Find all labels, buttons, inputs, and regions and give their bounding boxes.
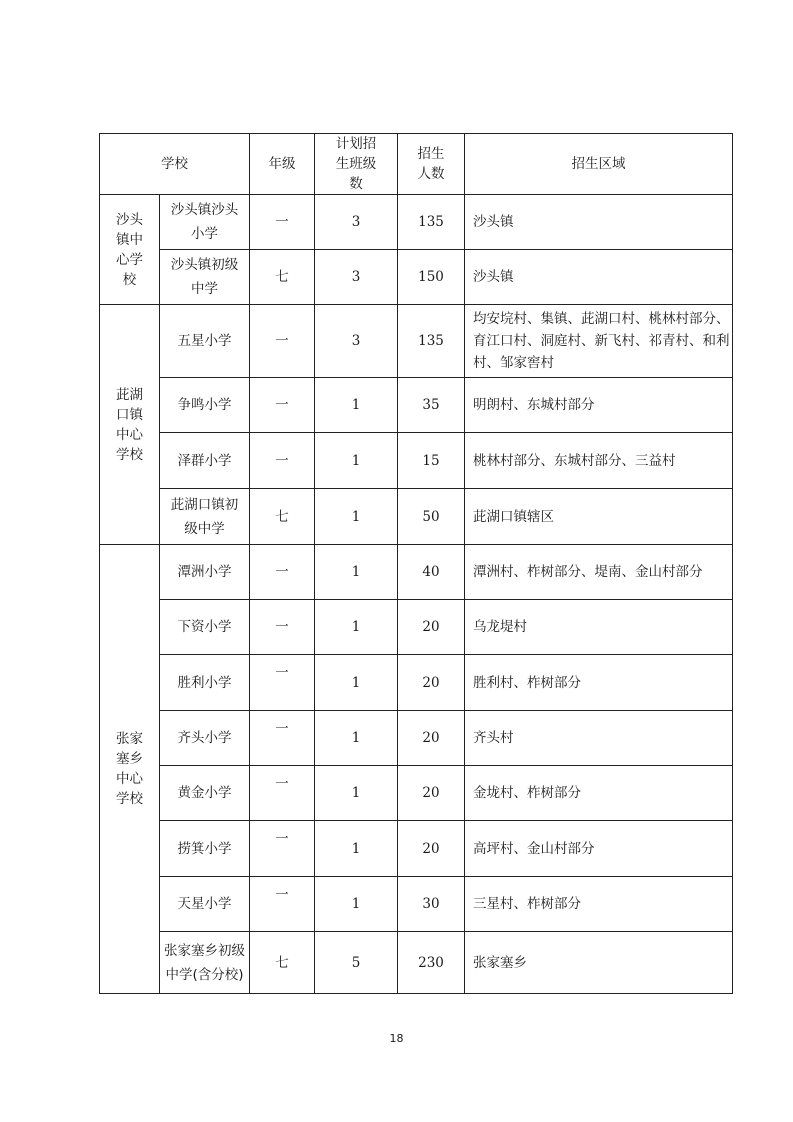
classes-cell: 1 (315, 545, 398, 600)
region-cell: 沙头镇 (465, 195, 733, 250)
students-cell: 20 (398, 655, 465, 711)
grade-cell: 一 (250, 766, 315, 821)
grade-cell: 一 (250, 195, 315, 250)
students-cell: 135 (398, 195, 465, 250)
table-row (100, 932, 733, 994)
school-name: 齐头小学 (160, 711, 250, 766)
grade-cell: 七 (250, 932, 315, 994)
group-name: 茈湖口镇中心学校 (100, 305, 160, 545)
school-name: 五星小学 (160, 305, 250, 378)
grade-cell: 一 (250, 711, 315, 766)
page-number: 18 (389, 1032, 404, 1045)
group-name: 沙头镇中心学校 (100, 195, 160, 305)
school-name: 沙头镇初级中学 (160, 250, 250, 305)
classes-cell: 3 (315, 195, 398, 250)
school-name: 下资小学 (160, 600, 250, 655)
table-row (100, 250, 733, 305)
classes-cell: 3 (315, 250, 398, 305)
region-cell: 明朗村、东城村部分 (465, 378, 733, 433)
students-cell: 20 (398, 766, 465, 821)
grade-cell: 一 (250, 877, 315, 932)
table-row (100, 489, 733, 545)
table-row (100, 711, 733, 766)
school-name: 黄金小学 (160, 766, 250, 821)
classes-cell: 1 (315, 711, 398, 766)
students-cell: 40 (398, 545, 465, 600)
table-row (100, 655, 733, 711)
region-cell: 三星村、柞树部分 (465, 877, 733, 932)
classes-cell: 5 (315, 932, 398, 994)
grade-cell: 七 (250, 250, 315, 305)
table-header-row (100, 134, 733, 195)
students-cell: 135 (398, 305, 465, 378)
table-row (100, 545, 733, 600)
header-classes: 计划招生班级数 (315, 134, 398, 195)
table-row (100, 195, 733, 250)
students-cell: 20 (398, 600, 465, 655)
classes-cell: 1 (315, 489, 398, 545)
grade-cell: 七 (250, 489, 315, 545)
students-cell: 150 (398, 250, 465, 305)
students-cell: 30 (398, 877, 465, 932)
classes-cell: 3 (315, 305, 398, 378)
school-name: 胜利小学 (160, 655, 250, 711)
students-cell: 230 (398, 932, 465, 994)
school-name: 泽群小学 (160, 433, 250, 489)
classes-cell: 1 (315, 433, 398, 489)
region-cell: 茈湖口镇辖区 (465, 489, 733, 545)
region-cell: 齐头村 (465, 711, 733, 766)
classes-cell: 1 (315, 600, 398, 655)
header-grade: 年级 (250, 134, 315, 195)
header-school: 学校 (100, 134, 250, 195)
school-name: 张家塞乡初级中学(含分校) (160, 932, 250, 994)
classes-cell: 1 (315, 821, 398, 877)
table-row (100, 433, 733, 489)
enrollment-table (99, 133, 733, 994)
table-row (100, 766, 733, 821)
school-name: 天星小学 (160, 877, 250, 932)
school-name: 潭洲小学 (160, 545, 250, 600)
header-region: 招生区域 (465, 134, 733, 195)
classes-cell: 1 (315, 766, 398, 821)
school-name: 沙头镇沙头小学 (160, 195, 250, 250)
students-cell: 15 (398, 433, 465, 489)
grade-cell: 一 (250, 433, 315, 489)
school-name: 捞箕小学 (160, 821, 250, 877)
header-students: 招生人数 (398, 134, 465, 195)
region-cell: 桃林村部分、东城村部分、三益村 (465, 433, 733, 489)
classes-cell: 1 (315, 655, 398, 711)
region-cell: 均安垸村、集镇、茈湖口村、桃林村部分、育江口村、洞庭村、新飞村、祁青村、和利村、邹家窖村 (465, 305, 733, 378)
table-row (100, 378, 733, 433)
region-cell: 潭洲村、柞树部分、堤南、金山村部分 (465, 545, 733, 600)
grade-cell: 一 (250, 378, 315, 433)
grade-cell: 一 (250, 305, 315, 378)
table-row (100, 877, 733, 932)
grade-cell: 一 (250, 600, 315, 655)
classes-cell: 1 (315, 378, 398, 433)
school-name: 茈湖口镇初级中学 (160, 489, 250, 545)
table-row (100, 600, 733, 655)
students-cell: 20 (398, 821, 465, 877)
students-cell: 35 (398, 378, 465, 433)
grade-cell: 一 (250, 655, 315, 711)
region-cell: 沙头镇 (465, 250, 733, 305)
students-cell: 50 (398, 489, 465, 545)
region-cell: 张家塞乡 (465, 932, 733, 994)
classes-cell: 1 (315, 877, 398, 932)
region-cell: 高坪村、金山村部分 (465, 821, 733, 877)
region-cell: 乌龙堤村 (465, 600, 733, 655)
students-cell: 20 (398, 711, 465, 766)
grade-cell: 一 (250, 545, 315, 600)
school-name: 争鸣小学 (160, 378, 250, 433)
region-cell: 金垅村、柞树部分 (465, 766, 733, 821)
grade-cell: 一 (250, 821, 315, 877)
table-row (100, 305, 733, 378)
table-row (100, 821, 733, 877)
region-cell: 胜利村、柞树部分 (465, 655, 733, 711)
group-name: 张家塞乡中心学校 (100, 545, 160, 994)
